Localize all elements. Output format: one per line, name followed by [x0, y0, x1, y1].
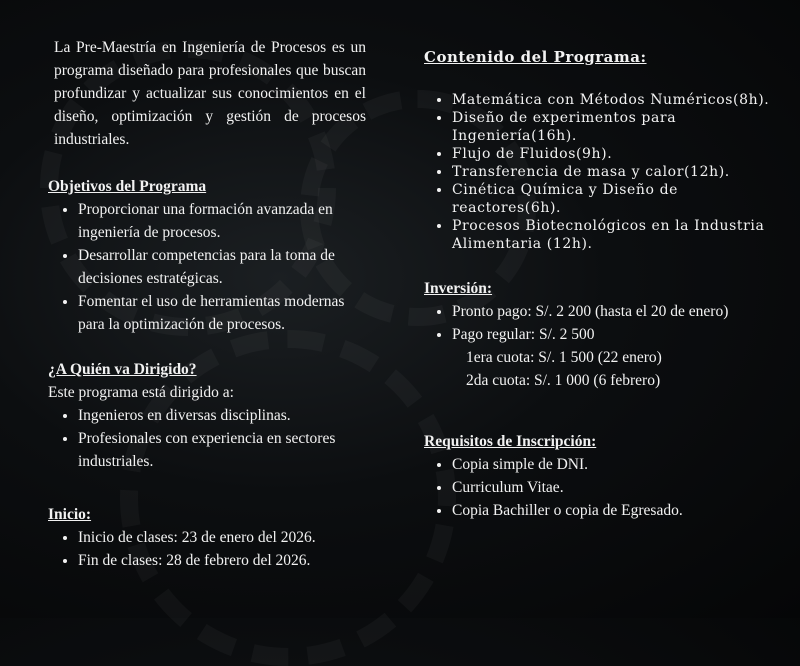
- list-item: • Copia Bachiller o copia de Egresado.: [452, 499, 774, 522]
- audience-heading: ¿A Quién va Dirigido?: [48, 361, 197, 378]
- objectives-heading: Objetivos del Programa: [48, 178, 207, 195]
- requirements-list: [424, 453, 774, 522]
- requirements-section: [424, 430, 774, 522]
- audience-list: [48, 404, 366, 473]
- list-item: • Inicio de clases: 23 de enero del 2026.: [78, 526, 366, 549]
- audience-lead: Este programa está dirigido a:: [48, 384, 234, 401]
- list-item: • Ingenieros en diversas disciplinas.: [78, 404, 366, 427]
- objectives-section: [48, 175, 366, 336]
- intro-paragraph: La Pre-Maestría en Ingeniería de Procesos es un programa diseñado para profesionales que buscan profundizar y actualizar sus conocimientos en el diseño, optimización y gestión de procesos industriales.: [54, 39, 366, 148]
- list-item: • Desarrollar competencias para la toma de decisiones estratégicas.: [78, 244, 366, 290]
- list-item: • Diseño de experimentos para Ingeniería(16h).: [452, 109, 774, 145]
- investment-section: [424, 277, 774, 392]
- list-item: • Pago regular: S/. 2 500: [452, 323, 774, 346]
- list-item: • Matemática con Métodos Numéricos(8h).: [452, 91, 774, 109]
- list-item: • Cinética Química y Diseño de reactores(6h).: [452, 181, 774, 217]
- list-item: • Proporcionar una formación avanzada en ingeniería de procesos.: [78, 198, 366, 244]
- list-item: • Profesionales con experiencia en sectores industriales.: [78, 427, 366, 473]
- requirements-heading: Requisitos de Inscripción:: [424, 433, 597, 450]
- investment-heading: Inversión:: [424, 280, 493, 297]
- list-item: • Fin de clases: 28 de febrero del 2026.: [78, 549, 366, 572]
- installment-1: 1era cuota: S/. 1 500 (22 enero): [466, 349, 662, 366]
- start-section: [48, 503, 366, 572]
- start-heading: Inicio:: [48, 506, 92, 523]
- list-item: • Pronto pago: S/. 2 200 (hasta el 20 de enero): [452, 300, 774, 323]
- right-column: [424, 46, 774, 522]
- list-item: • Flujo de Fluidos(9h).: [452, 145, 774, 163]
- content-heading: Contenido del Programa:: [424, 48, 647, 66]
- installment-2: 2da cuota: S/. 1 000 (6 febrero): [466, 372, 661, 389]
- list-item: • Copia simple de DNI.: [452, 453, 774, 476]
- list-item: • Curriculum Vitae.: [452, 476, 774, 499]
- content-section: [424, 46, 774, 253]
- list-item: • Transferencia de masa y calor(12h).: [452, 163, 774, 181]
- list-item: • Procesos Biotecnológicos en la Industria Alimentaria (12h).: [452, 217, 774, 253]
- left-column: [48, 36, 366, 572]
- investment-list: [424, 300, 774, 346]
- start-list: [48, 526, 366, 572]
- audience-section: [48, 358, 366, 473]
- objectives-list: [48, 198, 366, 336]
- content-list: [424, 91, 774, 253]
- list-item: • Fomentar el uso de herramientas modernas para la optimización de procesos.: [78, 290, 366, 336]
